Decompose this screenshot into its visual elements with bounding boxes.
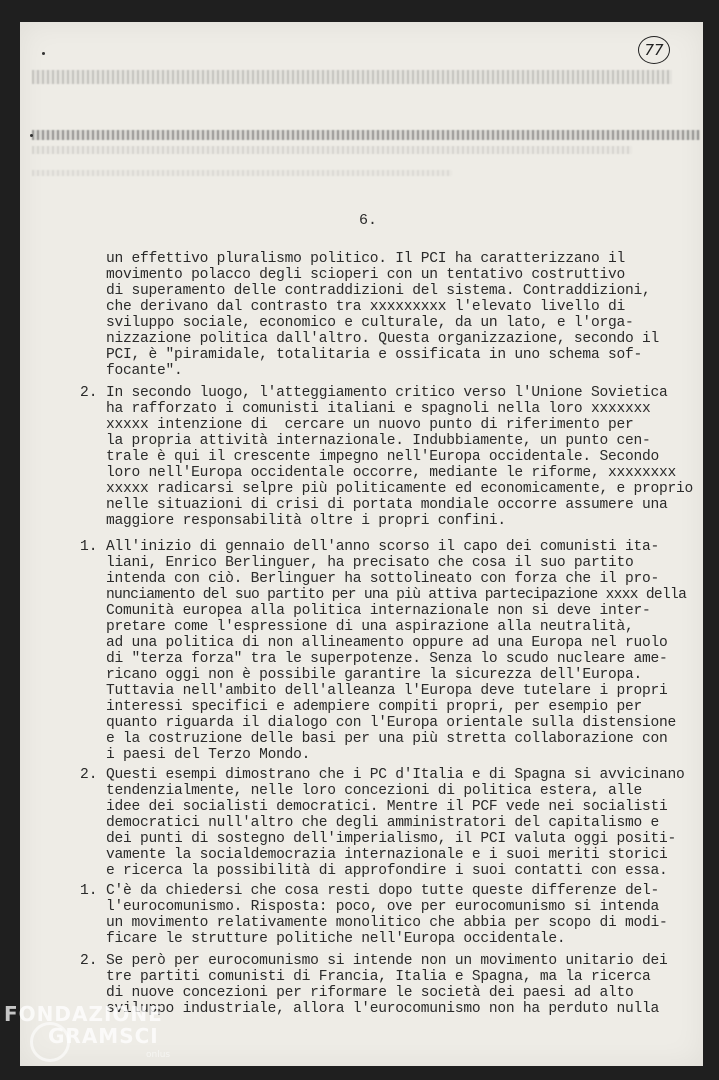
text-line: di "terza forza" tra le superpotenze. Senza lo scudo nucleare ame- [106, 651, 668, 667]
text-line: movimento polacco degli scioperi con un tentativo costruttivo [106, 267, 625, 283]
text-line: democratici null'altro che degli amministratori del capitalismo e [106, 815, 659, 831]
text-line: vamente la socialdemocrazia internazionale e i suoi meriti storici [106, 847, 668, 863]
text-line: ha rafforzato i comunisti italiani e spagnoli nella loro xxxxxxx [106, 401, 651, 417]
text-line: sviluppo industriale, allora l'eurocomunismo non ha perduto nulla [106, 1001, 659, 1017]
page-number: 6. [359, 212, 378, 229]
text-line: idee dei socialisti democratici. Mentre il PCF vede nei socialisti [106, 799, 668, 815]
text-line: trale è qui il crescente impegno nell'Europa occidentale. Secondo [106, 449, 659, 465]
text-line: focante". [106, 363, 183, 379]
speck [42, 52, 45, 55]
text-line: l'eurocomunismo. Risposta: poco, ove per eurocomunismo si intenda [106, 899, 659, 915]
text-line: loro nell'Europa occidentale occorre, mediante le riforme, xxxxxxxx [106, 465, 677, 481]
text-line: tendenzialmente, nelle loro concezioni di politica estera, alle [106, 783, 642, 799]
text-line: intenda con ciò. Berlinguer ha sottolineato con forza che il pro- [106, 571, 659, 587]
text-line: ricano oggi non è possibile garantire la sicurezza dell'Europa. [106, 667, 642, 683]
text-line: i paesi del Terzo Mondo. [106, 747, 311, 763]
ink-smudge [32, 130, 700, 140]
text-line: sviluppo sociale, economico e culturale, da un lato, e l'orga- [106, 315, 634, 331]
paragraph-number: 2. [80, 385, 98, 401]
text-line: All'inizio di gennaio dell'anno scorso il capo dei comunisti ita- [106, 539, 659, 555]
text-line: un effettivo pluralismo politico. Il PCI ha caratterizzano il [106, 251, 625, 267]
text-line: ficare le strutture politiche nell'Europa occidentale. [106, 931, 566, 947]
text-line: xxxxx radicarsi selpre più politicamente ed economicamente, e proprio [106, 481, 694, 497]
text-line: Comunità europea alla politica internazionale non si deve inter- [106, 603, 651, 619]
fondazione-gramsci-watermark [4, 1000, 184, 1080]
archive-page-mark: 77 [638, 36, 670, 64]
text-line: tre partiti comunisti di Francia, Italia e Spagna, ma la ricerca [106, 969, 651, 985]
text-line: la propria attività internazionale. Indubbiamente, un punto cen- [106, 433, 651, 449]
watermark-line3: onlus [146, 1050, 171, 1060]
text-line: di superamento delle contraddizioni del sistema. Contraddizioni, [106, 283, 651, 299]
text-line: Tuttavia nell'ambito dell'alleanza l'Europa deve tutelare i propri [106, 683, 668, 699]
speck [30, 134, 33, 137]
text-line: In secondo luogo, l'atteggiamento critico verso l'Unione Sovietica [106, 385, 668, 401]
text-line: un movimento relativamente monolitico che abbia per scopo di modi- [106, 915, 668, 931]
text-line: che derivano dal contrasto tra xxxxxxxxx l'elevato livello di [106, 299, 625, 315]
text-line: quanto riguarda il dialogo con l'Europa orientale sulla distensione [106, 715, 677, 731]
text-line: nizzazione politica dall'altro. Questa organizzazione, secondo il [106, 331, 659, 347]
text-line: ad una politica di non allineamento oppure ad una Europa nel ruolo [106, 635, 668, 651]
document-page [20, 22, 703, 1066]
text-line: Se però per eurocomunismo si intende non un movimento unitario dei [106, 953, 668, 969]
text-line: xxxxx intenzione di cercare un nuovo punto di riferimento per [106, 417, 634, 433]
paragraph-number: 2. [80, 953, 98, 969]
paragraph-number: 1. [80, 539, 98, 555]
text-line: C'è da chiedersi che cosa resti dopo tutte queste differenze del- [106, 883, 659, 899]
text-line: Questi esempi dimostrano che i PC d'Italia e di Spagna si avvicinano [106, 767, 685, 783]
paragraph-number: 1. [80, 883, 98, 899]
ink-smudge [32, 146, 632, 154]
text-line: PCI, è "piramidale, totalitaria e ossificata in uno schema sof- [106, 347, 642, 363]
text-line: interessi specifici e adempiere compiti propri, per esempio per [106, 699, 642, 715]
text-line: dei punti di sostegno dell'imperialismo, il PCI valuta oggi positi- [106, 831, 677, 847]
watermark-line2: GRAMSCI [48, 1024, 159, 1048]
text-line: nunciamento del suo partito per una più attiva partecipazione xxxx della [106, 587, 687, 603]
text-line: maggiore responsabilità oltre i propri confini. [106, 513, 506, 529]
ink-smudge [32, 70, 672, 84]
ink-smudge [32, 170, 452, 176]
text-line: e ricerca la possibilità di approfondire i suoi contatti con essa. [106, 863, 668, 879]
text-line: e la costruzione delle basi per una più stretta collaborazione con [106, 731, 668, 747]
paragraph-number: 2. [80, 767, 98, 783]
text-line: liani, Enrico Berlinguer, ha precisato che cosa il suo partito [106, 555, 634, 571]
text-line: pretare come l'espressione di una aspirazione alla neutralità, [106, 619, 634, 635]
text-line: di nuove concezioni per riformare le società dei paesi ad alto [106, 985, 634, 1001]
text-line: nelle situazioni di crisi di portata mondiale occorre assumere una [106, 497, 668, 513]
watermark-line1: FONDAZIONE [4, 1002, 163, 1026]
